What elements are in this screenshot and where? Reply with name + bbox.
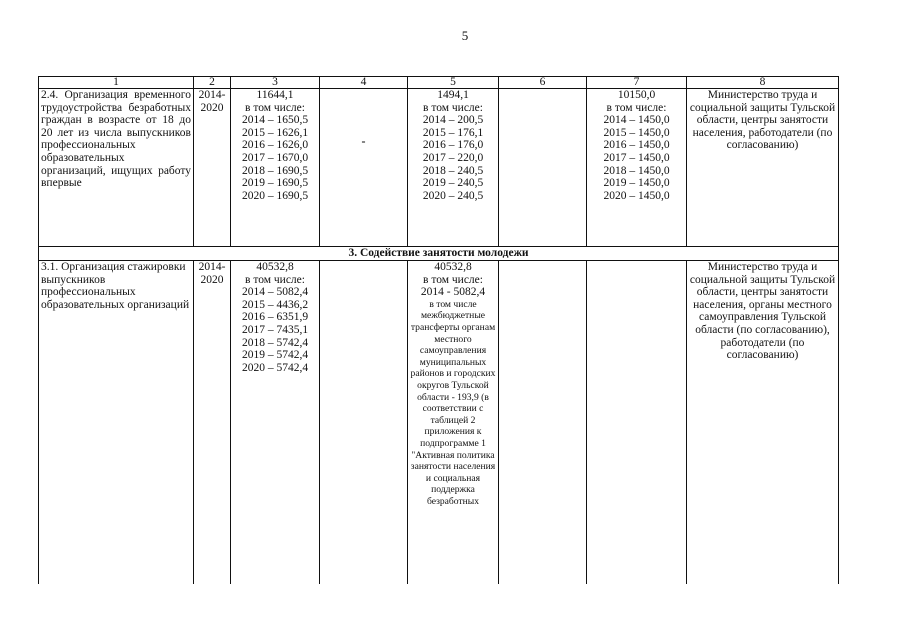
column-header: 7 <box>587 77 687 89</box>
table-row-2-4 <box>39 89 839 247</box>
column-header: 6 <box>499 77 587 89</box>
other-funding: 10150,0 в том числе: 2014 – 1450,0 2015 – 1450,0 2016 – 1450,0 2017 – 1450,0 2018 – 1450,0 2019 – 1450,0 2020 – 1450,0 <box>587 89 687 247</box>
program-table <box>38 76 839 584</box>
table-row-3-1 <box>39 261 839 584</box>
regional-funding: 1494,1 в том числе: 2014 – 200,5 2015 – 176,1 2016 – 176,0 2017 – 220,0 2018 – 240,5 2019 – 240,5 2020 – 240,5 <box>408 89 499 247</box>
responsible-executors: Министерство труда и социальной защиты Тульской области, центры занятости населения, работодатели (по согласованию) <box>687 89 839 247</box>
column-header: 8 <box>687 77 839 89</box>
activity-name: 2.4. Организация временного трудоустройства безработных граждан в возрасте от 18 до 20 лет из числа выпускников профессиональных образовательных организаций, ищущих работу впервые <box>39 89 194 247</box>
column-header: 5 <box>408 77 499 89</box>
interbudget-transfers-note: в том числе межбюджетные трансферты органам местного самоуправления муниципальных районов и городских округов Тульской области - 193,9 (в соответствии с таблицей 2 приложения к подпрограмме 1 "Активная политика занятости населения и социальная поддержка безработных <box>410 298 496 507</box>
responsible-executors: Министерство труда и социальной защиты Тульской области, центры занятости населения, органы местного самоуправления Тульской области (по согласованию), работодатели (по согласованию) <box>687 261 839 584</box>
column-header: 3 <box>231 77 320 89</box>
activity-name: 3.1. Организация стажировки выпускников профессиональных образовательных организаций <box>39 261 194 584</box>
local-funding <box>499 261 587 584</box>
other-funding <box>587 261 687 584</box>
section-title: 3. Содействие занятости молодежи <box>39 247 839 261</box>
federal-funding: - <box>320 89 408 247</box>
regional-funding: 40532,8 в том числе: 2014 - 5082,4 в том числе межбюджетные трансферты органам местного самоуправления муниципальных районов и городских округов Тульской области - 193,9 (в соответствии с таблицей 2 приложения к подпрограмме 1 "Активная политика занятости населения и социальная поддержка безработных <box>408 261 499 584</box>
federal-funding <box>320 261 408 584</box>
total-funding: 11644,1 в том числе: 2014 – 1650,5 2015 – 1626,1 2016 – 1626,0 2017 – 1670,0 2018 – 1690,5 2019 – 1690,5 2020 – 1690,5 <box>231 89 320 247</box>
total-funding: 40532,8 в том числе: 2014 – 5082,4 2015 – 4436,2 2016 – 6351,9 2017 – 7435,1 2018 – 5742,4 2019 – 5742,4 2020 – 5742,4 <box>231 261 320 584</box>
local-funding <box>499 89 587 247</box>
period: 2014-2020 <box>194 261 231 584</box>
column-number-row <box>39 77 839 89</box>
column-header: 4 <box>320 77 408 89</box>
period: 2014-2020 <box>194 89 231 247</box>
column-header: 1 <box>39 77 194 89</box>
section-heading-row <box>39 247 839 261</box>
page-number: 5 <box>461 28 469 43</box>
column-header: 2 <box>194 77 231 89</box>
